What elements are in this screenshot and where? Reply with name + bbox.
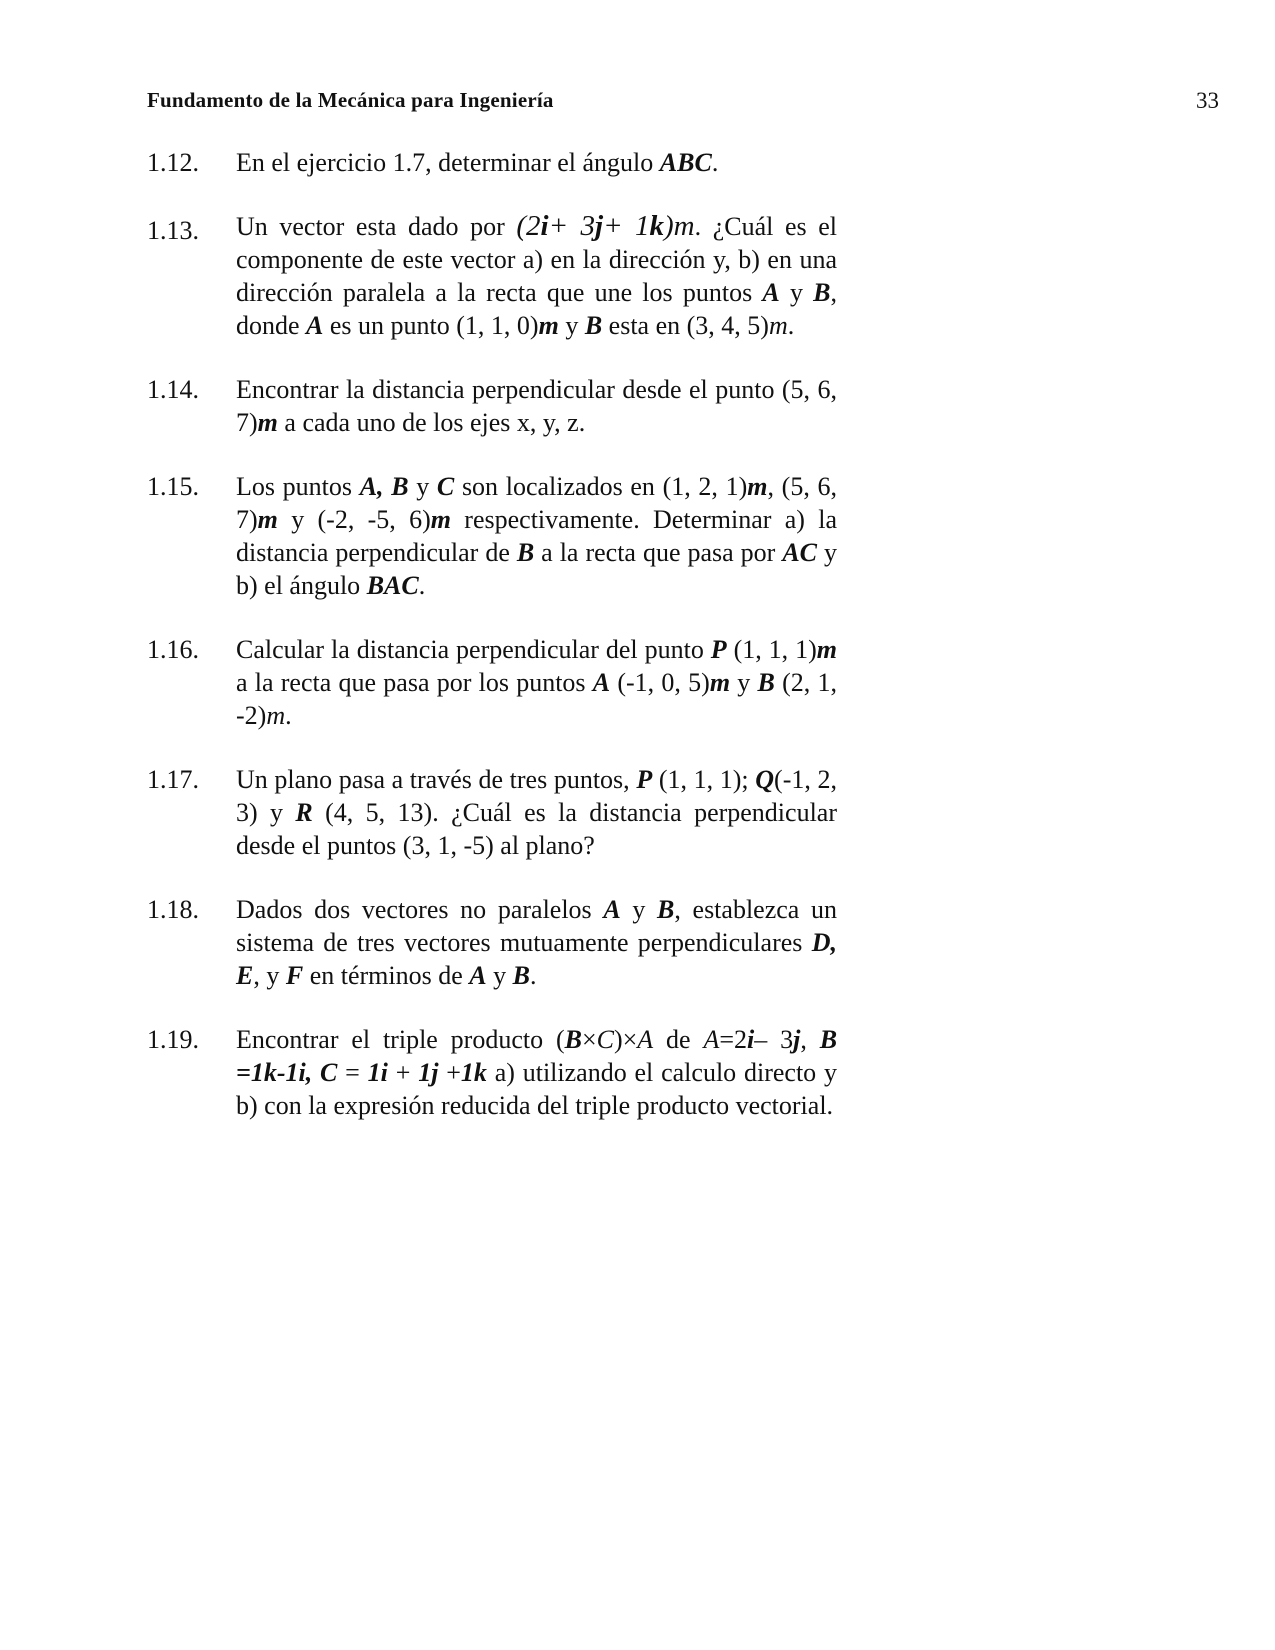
text-run: y bbox=[558, 311, 585, 340]
text-run: a) utilizando el calculo directo y b) con la expresión reducida del triple producto vectorial. bbox=[236, 1058, 837, 1120]
point-label: Q bbox=[755, 765, 775, 794]
vector-label: A bbox=[603, 895, 621, 924]
text-run: )× bbox=[613, 1025, 638, 1054]
text-run: , establezca un sistema de tres vectores mutuamente perpendiculares bbox=[236, 895, 837, 957]
text-run: , donde bbox=[236, 278, 838, 340]
text-run: y bbox=[620, 895, 658, 924]
unit-m: m bbox=[257, 505, 278, 534]
problem-1-18 bbox=[147, 893, 847, 992]
problem-text bbox=[236, 633, 837, 732]
vector-formula bbox=[516, 210, 694, 242]
text-run: a la recta que pasa por bbox=[534, 538, 783, 567]
text-run: (-1, 2, 3) y bbox=[236, 765, 837, 827]
unit-m: m bbox=[673, 210, 695, 242]
unit-m: m bbox=[709, 668, 731, 697]
text-run: . bbox=[529, 961, 537, 990]
vector-term: 1k bbox=[460, 1058, 487, 1087]
text-run: a cada uno de los ejes x, y, z. bbox=[277, 408, 586, 437]
vector-term: 1i bbox=[367, 1058, 388, 1087]
text-run: . bbox=[418, 571, 426, 600]
text-run: en términos de bbox=[303, 961, 470, 990]
vector-label: A bbox=[469, 961, 487, 990]
unit-vector-j: j bbox=[793, 1025, 801, 1054]
unit-vector-j: j bbox=[595, 210, 604, 242]
text-run: Encontrar la distancia perpendicular desde el punto (5, 6, 7) bbox=[236, 375, 837, 437]
problem-text bbox=[236, 1023, 837, 1122]
text-run: y bbox=[408, 472, 437, 501]
text-run: En el ejercicio 1.7, determinar el ángulo bbox=[236, 148, 660, 177]
angle-label: BAC bbox=[366, 571, 419, 600]
running-header bbox=[147, 88, 1219, 118]
problem-number: 1.12. bbox=[147, 148, 199, 177]
unit-vector-k: k bbox=[649, 210, 664, 242]
vector-term: 1j bbox=[418, 1058, 439, 1087]
text-run: . bbox=[711, 148, 719, 177]
problem-number: 1.18. bbox=[147, 895, 199, 924]
text-run: esta en (3, 4, 5) bbox=[602, 311, 769, 340]
text-run: , (5, 6, 7) bbox=[236, 472, 837, 534]
unit-m: m bbox=[430, 505, 451, 534]
text-run: + bbox=[387, 1058, 419, 1087]
unit-m: m bbox=[816, 635, 837, 664]
point-label: P bbox=[710, 635, 727, 664]
problem-text bbox=[236, 893, 837, 992]
point-label: C bbox=[436, 472, 455, 501]
page-number: 33 bbox=[1196, 88, 1219, 113]
text-run: respectivamente. Determinar a) la distancia perpendicular de bbox=[236, 505, 837, 567]
text-run: (1, 1, 1) bbox=[726, 635, 817, 664]
text-run: y bbox=[730, 668, 758, 697]
text-run: Un plano pasa a través de tres puntos, bbox=[236, 765, 637, 794]
text-run: Dados dos vectores no paralelos bbox=[236, 895, 604, 924]
text-run: es un punto (1, 1, 0) bbox=[323, 311, 539, 340]
text-run: Encontrar el triple producto ( bbox=[236, 1025, 565, 1054]
problem-text bbox=[236, 763, 837, 862]
formula-part: ) bbox=[664, 210, 674, 242]
vector-label: B bbox=[512, 961, 530, 990]
problem-1-13 bbox=[147, 210, 847, 342]
point-label: P bbox=[636, 765, 653, 794]
text-run: . bbox=[787, 311, 795, 340]
point-label: A, B bbox=[359, 472, 409, 501]
header-title: Fundamento de la Mecánica para Ingeniería bbox=[147, 88, 554, 112]
vector-definition: B =1k-1i, C bbox=[236, 1025, 838, 1087]
text-run: Un vector esta dado por bbox=[236, 212, 517, 241]
angle-label: ABC bbox=[659, 148, 712, 177]
problem-number: 1.16. bbox=[147, 635, 199, 664]
point-label: B bbox=[757, 668, 775, 697]
line-label: AC bbox=[782, 538, 818, 567]
vector-label: A bbox=[637, 1025, 654, 1054]
text-run: (4, 5, 13). ¿Cuál es la distancia perpendicular desde el puntos (3, 1, -5) al plano? bbox=[236, 798, 837, 860]
unit-m: m bbox=[768, 311, 788, 340]
text-run: y bbox=[779, 278, 814, 307]
point-label: B bbox=[813, 278, 831, 307]
problem-number: 1.15. bbox=[147, 472, 199, 501]
vector-label: A bbox=[703, 1025, 720, 1054]
text-run: , y bbox=[253, 961, 286, 990]
problem-1-16 bbox=[147, 633, 847, 732]
problem-number: 1.19. bbox=[147, 1025, 199, 1054]
problem-number: 1.13. bbox=[147, 216, 199, 245]
text-run: son localizados en (1, 2, 1) bbox=[454, 472, 748, 501]
text-run: Calcular la distancia perpendicular del punto bbox=[236, 635, 711, 664]
text-run: . ¿Cuál es el componente de este vector a) en la dirección y, b) en una dirección paralela a la recta que une los puntos bbox=[236, 212, 837, 307]
text-run: + bbox=[438, 1058, 461, 1087]
point-label: B bbox=[584, 311, 603, 340]
unit-vector-i: i bbox=[540, 210, 549, 242]
unit-vector-i: i bbox=[747, 1025, 755, 1054]
unit-m: m bbox=[538, 311, 559, 340]
text-run: de bbox=[653, 1025, 704, 1054]
formula-part: + 3 bbox=[548, 210, 596, 242]
problem-1-12 bbox=[147, 146, 847, 179]
vector-label: B bbox=[657, 895, 675, 924]
point-label: B bbox=[516, 538, 535, 567]
text-run: = bbox=[337, 1058, 368, 1087]
formula-part: (2 bbox=[516, 210, 541, 242]
vector-label: C bbox=[596, 1025, 614, 1054]
vector-label: B bbox=[564, 1025, 582, 1054]
unit-m: m bbox=[257, 408, 278, 437]
text-run: a la recta que pasa por los puntos bbox=[236, 668, 593, 697]
text-run: y bbox=[486, 961, 513, 990]
unit-m: m bbox=[266, 701, 286, 730]
point-label: R bbox=[295, 798, 313, 827]
problem-text bbox=[236, 210, 837, 342]
text-run: . bbox=[285, 701, 292, 730]
text-run: – 3 bbox=[754, 1025, 794, 1054]
text-run: (-1, 0, 5) bbox=[610, 668, 710, 697]
problem-1-17 bbox=[147, 763, 847, 862]
problem-1-14 bbox=[147, 373, 847, 439]
text-run: , bbox=[800, 1025, 820, 1054]
formula-part: + 1 bbox=[603, 210, 650, 242]
text-run: × bbox=[581, 1025, 597, 1054]
unit-m: m bbox=[747, 472, 768, 501]
vector-label: F bbox=[285, 961, 304, 990]
problem-1-15 bbox=[147, 470, 847, 602]
text-run: y (-2, -5, 6) bbox=[277, 505, 431, 534]
point-label: A bbox=[306, 311, 324, 340]
text-run: =2 bbox=[719, 1025, 747, 1054]
problem-number: 1.14. bbox=[147, 375, 199, 404]
point-label: A bbox=[592, 668, 611, 697]
problem-number: 1.17. bbox=[147, 765, 199, 794]
vector-label: D, E bbox=[236, 928, 837, 990]
problem-1-19 bbox=[147, 1023, 847, 1122]
problem-text bbox=[236, 470, 837, 602]
problem-text bbox=[236, 373, 837, 439]
point-label: A bbox=[762, 278, 780, 307]
text-run: (1, 1, 1); bbox=[652, 765, 756, 794]
text-run: Los puntos bbox=[236, 472, 360, 501]
problem-list bbox=[147, 146, 847, 1122]
text-run: y b) el ángulo bbox=[236, 538, 838, 600]
text-run: (2, 1, -2) bbox=[236, 668, 838, 730]
problem-text bbox=[236, 146, 837, 179]
